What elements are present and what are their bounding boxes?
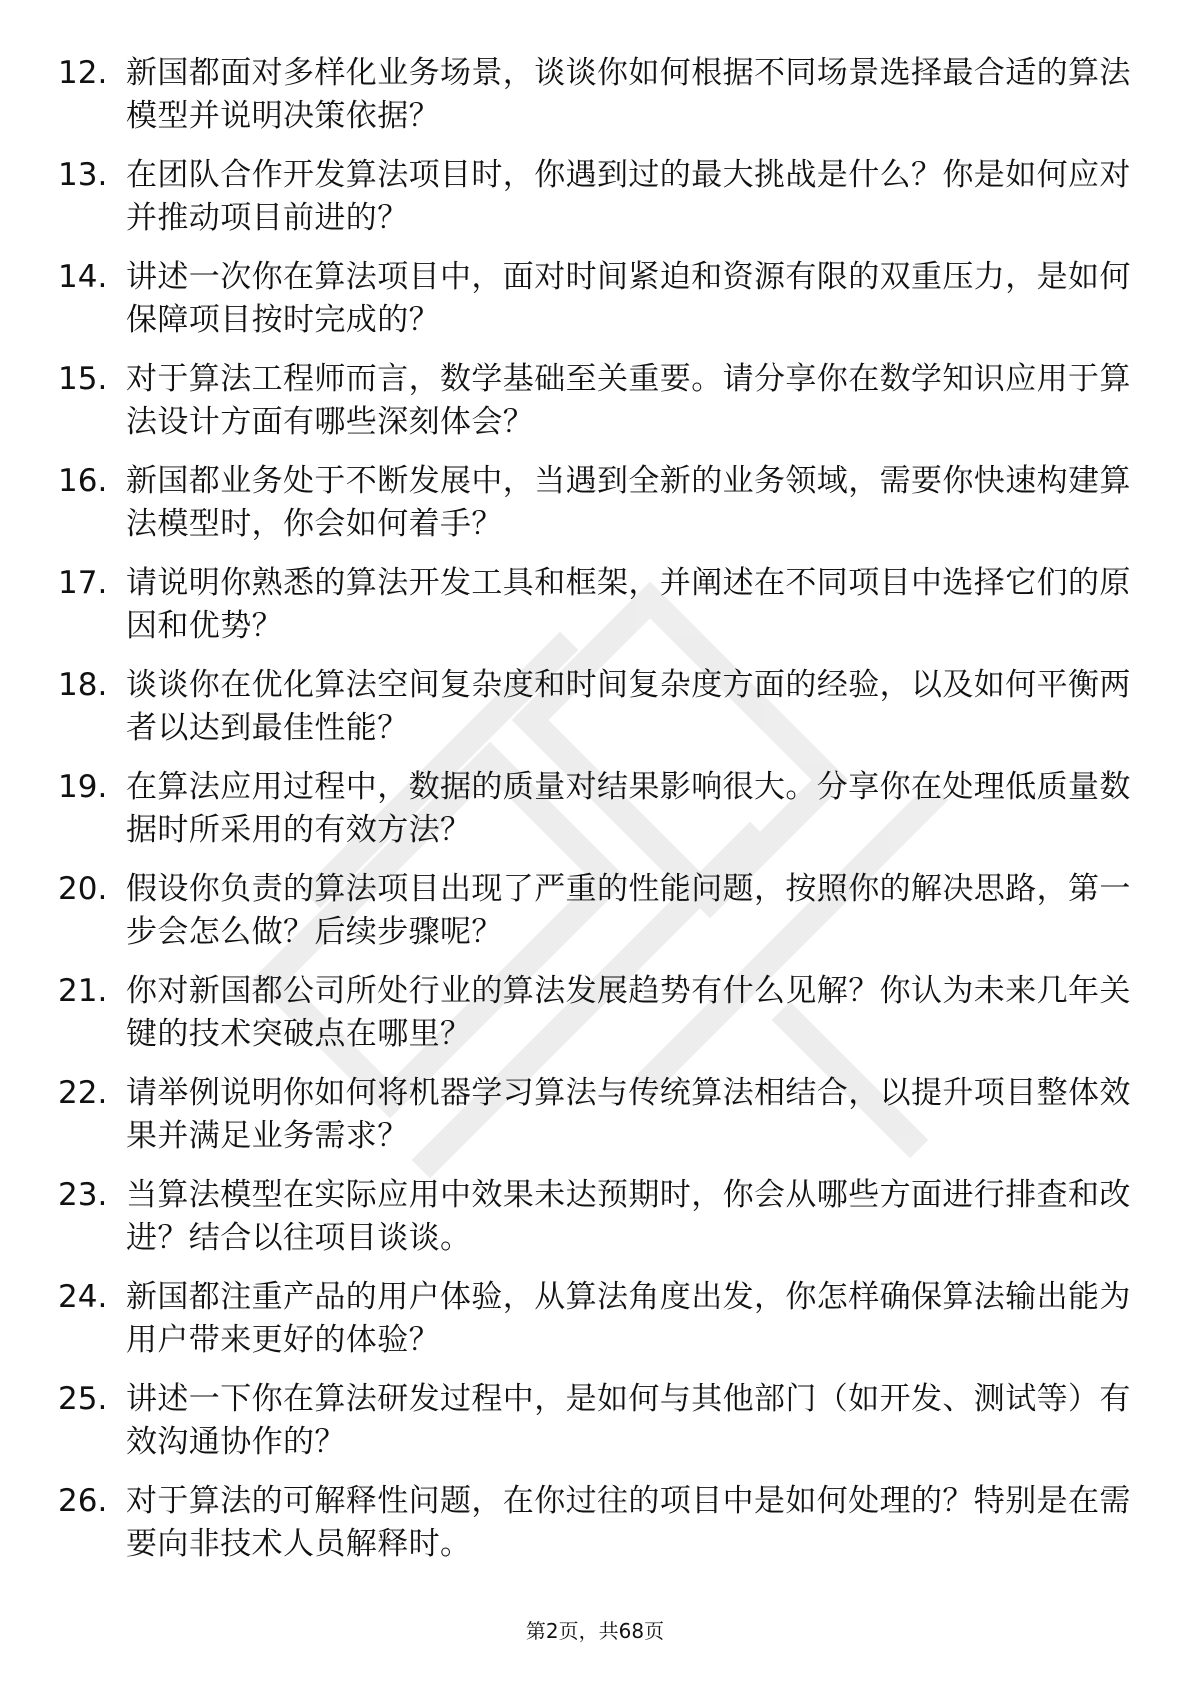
question-number: 21. xyxy=(58,973,108,1009)
question-item-22 xyxy=(58,1072,1138,1174)
question-text: 新国都注重产品的用户体验，从算法角度出发，你怎样确保算法输出能为用户带来更好的体验？ xyxy=(126,1279,1131,1358)
question-text: 讲述一次你在算法项目中，面对时间紧迫和资源有限的双重压力，是如何保障项目按时完成的？ xyxy=(126,259,1131,338)
question-number: 26. xyxy=(58,1483,108,1519)
question-text: 对于算法工程师而言，数学基础至关重要。请分享你在数学知识应用于算法设计方面有哪些深刻体会？ xyxy=(126,361,1131,440)
question-text: 你对新国都公司所处行业的算法发展趋势有什么见解？你认为未来几年关键的技术突破点在哪里？ xyxy=(126,973,1131,1052)
question-text: 在团队合作开发算法项目时，你遇到过的最大挑战是什么？你是如何应对并推动项目前进的？ xyxy=(126,157,1131,236)
question-text: 请举例说明你如何将机器学习算法与传统算法相结合，以提升项目整体效果并满足业务需求？ xyxy=(126,1075,1131,1154)
question-number: 13. xyxy=(58,157,108,193)
question-text: 假设你负责的算法项目出现了严重的性能问题，按照你的解决思路，第一步会怎么做？后续步骤呢？ xyxy=(126,871,1131,950)
question-item-20 xyxy=(58,868,1138,970)
question-number: 17. xyxy=(58,565,108,601)
question-text: 请说明你熟悉的算法开发工具和框架，并阐述在不同项目中选择它们的原因和优势？ xyxy=(126,565,1131,644)
question-number: 19. xyxy=(58,769,108,805)
question-text: 在算法应用过程中，数据的质量对结果影响很大。分享你在处理低质量数据时所采用的有效方法？ xyxy=(126,769,1131,848)
question-item-12 xyxy=(58,52,1138,154)
question-item-18 xyxy=(58,664,1138,766)
question-item-21 xyxy=(58,970,1138,1072)
question-item-19 xyxy=(58,766,1138,868)
question-item-26 xyxy=(58,1480,1138,1582)
question-number: 20. xyxy=(58,871,108,907)
question-item-17 xyxy=(58,562,1138,664)
question-number: 16. xyxy=(58,463,108,499)
question-list xyxy=(58,52,1138,1582)
question-text: 当算法模型在实际应用中效果未达预期时，你会从哪些方面进行排查和改进？结合以往项目谈谈。 xyxy=(126,1177,1131,1256)
question-number: 14. xyxy=(58,259,108,295)
question-number: 25. xyxy=(58,1381,108,1417)
question-item-23 xyxy=(58,1174,1138,1276)
question-number: 24. xyxy=(58,1279,108,1315)
question-item-13 xyxy=(58,154,1138,256)
question-text: 对于算法的可解释性问题，在你过往的项目中是如何处理的？特别是在需要向非技术人员解释时。 xyxy=(126,1483,1131,1562)
question-number: 18. xyxy=(58,667,108,703)
question-item-15 xyxy=(58,358,1138,460)
question-number: 15. xyxy=(58,361,108,397)
question-item-24 xyxy=(58,1276,1138,1378)
question-text: 新国都业务处于不断发展中，当遇到全新的业务领域，需要你快速构建算法模型时，你会如何着手？ xyxy=(126,463,1131,542)
question-text: 谈谈你在优化算法空间复杂度和时间复杂度方面的经验，以及如何平衡两者以达到最佳性能？ xyxy=(126,667,1131,746)
question-text: 讲述一下你在算法研发过程中，是如何与其他部门（如开发、测试等）有效沟通协作的？ xyxy=(126,1381,1131,1460)
page-indicator: 第2页，共68页 xyxy=(525,1619,665,1643)
question-number: 22. xyxy=(58,1075,108,1111)
question-item-14 xyxy=(58,256,1138,358)
question-text: 新国都面对多样化业务场景，谈谈你如何根据不同场景选择最合适的算法模型并说明决策依据？ xyxy=(126,55,1131,134)
question-item-16 xyxy=(58,460,1138,562)
question-number: 12. xyxy=(58,55,108,91)
question-item-25 xyxy=(58,1378,1138,1480)
question-number: 23. xyxy=(58,1177,108,1213)
